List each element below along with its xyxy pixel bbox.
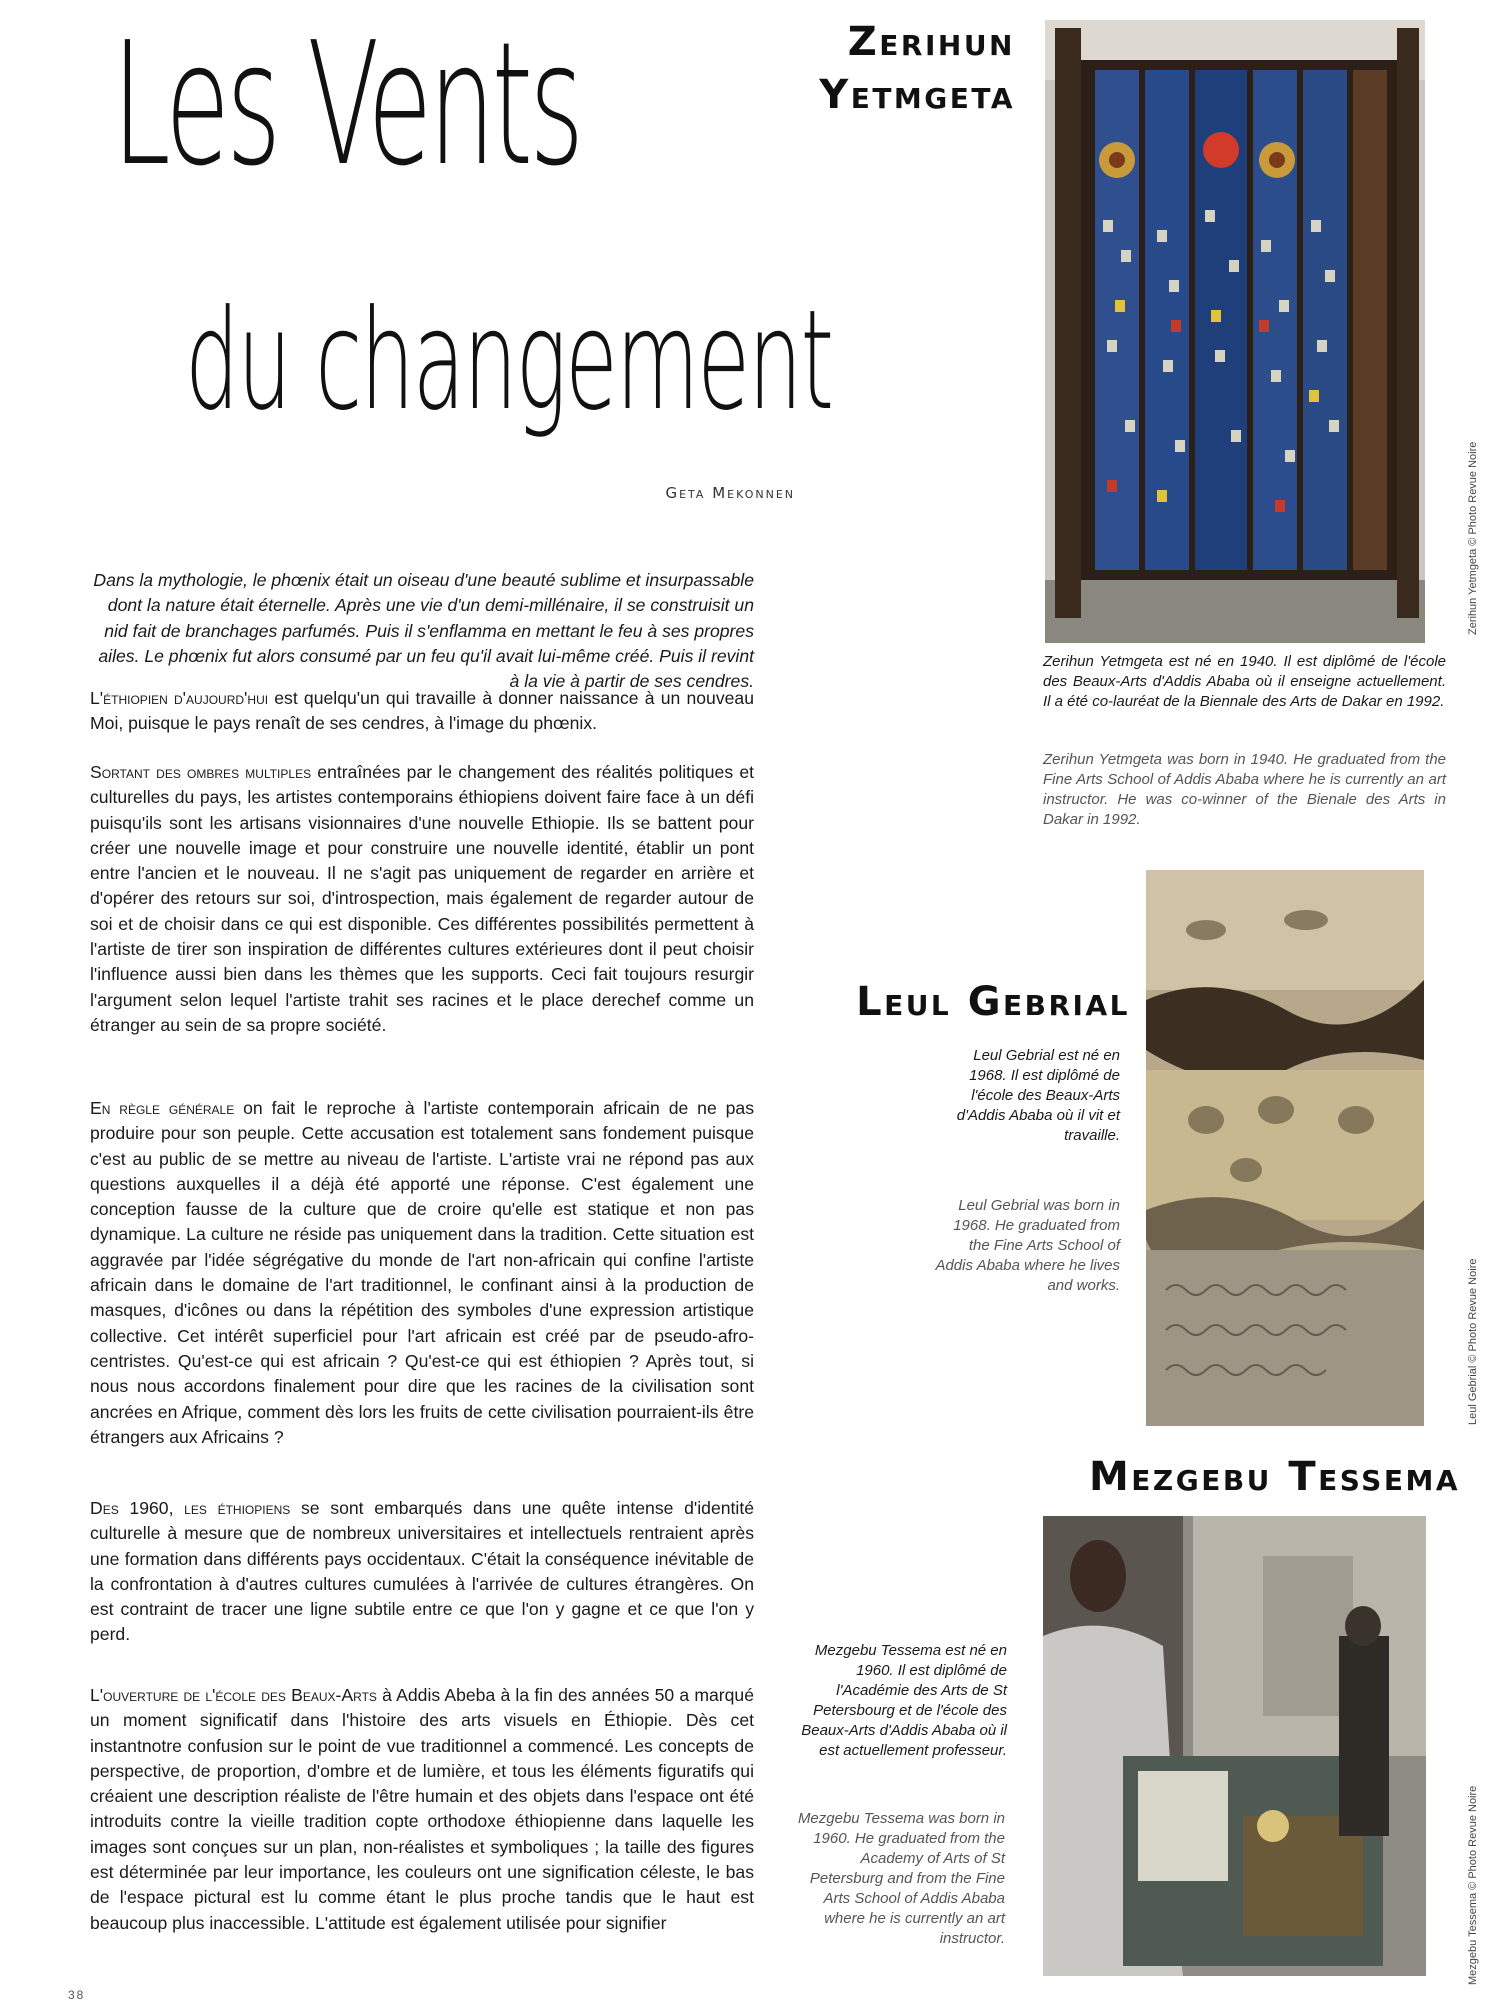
body-paragraph-5 [90, 1683, 754, 1936]
paragraph-lead: L'éthiopien d'aujourd'hui [90, 688, 269, 708]
article-title-line1: Les Vents [112, 6, 581, 204]
paragraph-text: on fait le reproche à l'artiste contemporain africain de ne pas produire pour son peuple. Cette accusation est totalement sans fondement puisque c'est au public de se mettre au niveau de l'artiste. L'artiste vrai ne répond pas aux questions auxquelles il a déjà été apporté une réponse. C'est également une conception fausse de la culture que de croire qu'elle est statique et non pas dynamique. La culture ne réside pas uniquement dans la tradition. Cette situation est aggravée par l'idée ségrégative du monde de l'art non-africain qui confine l'artiste africain dans le domaine de l'art traditionnel, le confinant ainsi à la production de masques, d'icônes ou dans la répétition des symboles d'une expression artistique collective. Cet intérêt superficiel pour l'art africain est créé par de pseudo-afro-centristes. Qu'est-ce qui est africain ? Qu'est-ce qui est éthiopien ? Après tout, si nous nous accordons finalement pour dire que les racines de la civilisation sont ancrées en Afrique, comment dès lors les fruits de cette civilisation pourraient-ils être étrangers aux Africains ? [90, 1098, 755, 1447]
caption-mezgebu-english: Mezgebu Tessema was born in 1960. He graduated from the Academy of Arts of St Petersburg and from the Fine Arts School of Addis Ababa where he is currently an art instructor. [797, 1810, 1005, 1947]
paragraph-lead: En règle générale [90, 1098, 235, 1118]
caption-zerihun-french: Zerihun Yetmgeta est né en 1940. Il est diplômé de l'école des Beaux-Arts d'Addis Ababa où il enseigne actuellement. Il a été co-lauréat de la Biennale des Arts de Dakar en 1992. [1043, 653, 1446, 710]
caption-leul-french: Leul Gebrial est né en 1968. Il est diplômé de l'école des Beaux-Arts d'Addis Ababa où il vit et travaille. [956, 1047, 1120, 1144]
paragraph-lead: Sortant des ombres multiples [90, 762, 312, 782]
artist-name-zerihun-first: Zerihun [847, 19, 1015, 65]
artwork-photo-leul [1146, 870, 1424, 1426]
paragraph-text: à Addis Abeba à la fin des années 50 a marqué un moment significatif dans l'histoire des arts visuels en Éthiopie. Dès cet instantnotre confusion sur le point de vue traditionnel a commencé. Les concepts de perspective, de proportion, d'ombre et de lumière, et tous les éléments figuratifs qui créaient une description réaliste de l'être humain et des objets dans l'espace ont été introduits contre la vieille tradition copte orthodoxe éthiopienne dans laquelle les images sont conçues sur un plan, non-réalistes et symboliques ; la taille des figures est déterminée par leur importance, les couleurs ont une signification céleste, le bas de l'espace pictural est lu comme étant le plus proche tandis que le haut est beaucoup plus inaccessible. L'attitude est également utilisée pour signifier [90, 1685, 754, 1933]
photo-credit-mezgebu: Mezgebu Tessema © Photo Revue Noire [1467, 1785, 1479, 1985]
caption-mezgebu-french: Mezgebu Tessema est né en 1960. Il est diplômé de l'Académie des Arts de St Petersbourg et de l'école des Beaux-Arts d'Addis Ababa où il est actuellement professeur. [801, 1642, 1007, 1759]
paragraph-text: entraînées par le changement des réalités politiques et culturelles du pays, les artistes contemporains éthiopiens doivent faire face à un défi puisqu'ils sont les artisans visionnaires d'une nouvelle Ethiopie. Ils se battent pour créer une nouvelle image et pour construire une nouvelle identité, établir un pont entre l'ancien et le nouveau. Il ne s'agit pas uniquement de regarder en arrière et d'opérer des retours sur soi, d'introspection, mais également de regarder autour de soi et de choisir dans ce qui est disponible. Ces différentes possibilités permettent à l'artiste de tirer son inspiration de différentes cultures extérieures dont il peut choisir l'influence aussi bien dans les thèmes que les supports. Ceci fait toujours resurgir l'argument selon lequel l'artiste trahit ses racines et le place derechef comme un étranger au sein de sa propre société. [90, 762, 754, 1035]
body-paragraph-3 [90, 1096, 754, 1450]
article-title-line2: du changement [185, 280, 833, 441]
paragraph-lead: Des 1960, les éthiopiens [90, 1498, 291, 1518]
photo-credit-zerihun: Zerihun Yetmgeta © Photo Revue Noire [1467, 441, 1479, 635]
photo-credit-leul: Leul Gebrial © Photo Revue Noire [1467, 1258, 1479, 1425]
page-number: 38 [68, 1988, 86, 2002]
artist-name-mezgebu: Mezgebu Tessema [1089, 1454, 1460, 1500]
body-paragraph-4 [90, 1496, 754, 1648]
author-byline: Geta Mekonnen [665, 484, 795, 502]
caption-zerihun-english: Zerihun Yetmgeta was born in 1940. He graduated from the Fine Arts School of Addis Ababa where he is currently an art instructor. He was co-winner of the Bienale des Arts in Dakar in 1992. [1043, 751, 1446, 828]
intro-paragraph: Dans la mythologie, le phœnix était un oiseau d'une beauté sublime et insurpassable dont la nature était éternelle. Après une vie d'un demi-millénaire, il se construisit un nid fait de branchages parfumés. Puis il s'enflamma en mettant le feu à ses propres ailes. Le phœnix fut alors consumé par un feu qu'il avait lui-même créé. Puis il revint à la vie à partir de ses cendres. [93, 570, 754, 692]
body-paragraph-1 [90, 686, 754, 737]
artist-name-zerihun-last: Yetmgeta [819, 72, 1015, 118]
body-paragraph-2 [90, 760, 754, 1038]
paragraph-text: est quelqu'un qui travaille à donner naissance à un nouveau Moi, puisque le pays renaît de ses cendres, à l'image du phœnix. [90, 688, 754, 734]
paragraph-text: se sont embarqués dans une quête intense d'identité culturelle à mesure que de nombreux universitaires et intellectuels rentraient après une formation dans différents pays occidentaux. C'était la conséquence inévitable de la confrontation à d'autres cultures cumulées à l'arrivée de cultures étrangères. On est contraint de tracer une ligne subtile entre ce que l'on y gagne et ce que l'on y perd. [90, 1498, 754, 1645]
caption-leul-english: Leul Gebrial was born in 1968. He graduated from the Fine Arts School of Addis Ababa where he lives and works. [935, 1197, 1120, 1294]
artwork-photo-zerihun [1045, 20, 1425, 643]
artist-name-leul: Leul Gebrial [856, 979, 1130, 1025]
paragraph-lead: L'ouverture de l'école des Beaux-Arts [90, 1685, 377, 1705]
artwork-photo-mezgebu [1043, 1516, 1426, 1976]
